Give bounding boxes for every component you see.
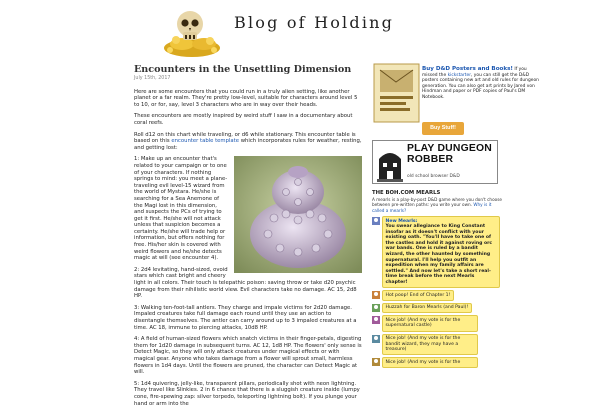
treasure-skull-logo[interactable] xyxy=(162,6,224,58)
intro-3-text-end: which incorporates rules for weather, resting, and getting lost: xyxy=(134,138,362,151)
chat-bubble: Nice job! (And my vote is for the supernatural castle) xyxy=(382,315,478,331)
intro-3-text: Roll d12 on this chart while traveling, or d6 while stationary. This encounter table is based on this xyxy=(134,131,356,145)
chat-bubble: Huzzah for Baron Mearls (and Paul)! xyxy=(382,303,472,314)
chat-bubble-new xyxy=(382,216,500,288)
posters-ad xyxy=(372,64,600,124)
post-content xyxy=(134,64,362,407)
mearls-chat xyxy=(372,216,598,370)
buy-stuff-button[interactable]: Buy Stuff! xyxy=(422,122,464,135)
mearls-heading: THE BOH.COM MEARLS xyxy=(372,190,441,196)
sea-urchin-image xyxy=(234,156,362,273)
intro-paragraph-2: These encounters are mostly inspired by weird stuff I saw in a documentary about coral reefs. xyxy=(134,113,353,126)
posters-ad-heading[interactable]: Buy D&D Posters and Books! xyxy=(422,66,513,72)
chat-item xyxy=(372,290,598,301)
chat-item xyxy=(372,315,598,331)
dungeon-robber-icon xyxy=(375,143,405,183)
encounter-table-link[interactable]: encounter table template xyxy=(171,138,240,145)
intro-paragraph-3 xyxy=(134,132,362,152)
intro-paragraph-1: Here are some encounters that you could run in a truly alien setting, like another planet or a far realm. They're pretty low-level, suitable for characters around level 5 to 10, or for, say, level 3 characters who are in way over their heads. xyxy=(134,88,358,108)
encounter-3: 3: Walking ten-foot-tall antlers. They charge and impale victims for 2d20 damage. Impaled creatures take full damage each round until they use an action to disentangle themselves. The antler can carry around up to 3 impaled creatures at a time. AC 18, immune to piercing attacks, 10d8 HP. xyxy=(134,304,357,331)
chat-avatar-icon xyxy=(372,358,380,366)
encounter-2: 2: 2d4 levitating, hand-sized, ovoid stars which cast bright and cheery light in all colors. Their touch is telepathic poison: saving throw or take d20 psychic damage from their nihilistic world view. Evil characters take no damage. AC 15, 2d8 HP. xyxy=(134,266,357,300)
chat-avatar-icon xyxy=(372,316,380,324)
mearls-desc-text: A mearls is a play-by-post D&D game where you don't choose between pre-written paths: you write your own. xyxy=(372,197,502,208)
encounter-5: 5: 1d4 quivering, jelly-like, transparent pillars, periodically shot with neon lightning. They travel like Slinkies. 2 in 6 chance that there is a sluggish creature inside (lumpy cone, fire-spewing zap: silver torpedo, teleporting lightning bolt). If you plunge your hand or arm into the xyxy=(134,380,360,407)
chat-avatar-icon xyxy=(372,291,380,299)
chat-avatar-icon xyxy=(372,217,380,225)
mearls-why-link[interactable]: Why is it called a mearls? xyxy=(372,202,492,213)
posters-ad-text xyxy=(422,67,540,101)
posters-ad-body-2: , you can still get the D&D posters containing new art and old rules for dungeon generation. You can also get art prints by Jared von Hindman and paper or PDF copies of Paul's DM Notebook. xyxy=(422,72,539,100)
chat-avatar-icon xyxy=(372,335,380,343)
chat-bubble: Hot poop! End of Chapter 1! xyxy=(382,290,454,301)
chat-bubble: Nice job! (And my vote is for the bandit wizard, they may have a treasure) xyxy=(382,334,478,356)
chat-item xyxy=(372,334,598,356)
posters-ad-image[interactable] xyxy=(374,64,419,122)
chat-avatar-icon xyxy=(372,304,380,312)
encounter-1: 1: Make up an encounter that's related to your campaign or to one of your characters. If nothing springs to mind: you meet a plane-traveling evil level-15 wizard from the world of Mystara. He/she is searching for a Sea Anemone of the Magi lost in this dimension, and suspects the PCs of trying to get it first. He/she will not attack unless that suspicion becomes a certainty. He/she will trade help or information, but offers nothing for free. His/her skin is covered with weird flowers and he/she detects magic at will (see encounter 4). xyxy=(134,156,228,262)
pdr-subtitle: old school browser D&D xyxy=(407,174,460,179)
sidebar xyxy=(372,64,600,400)
chat-item xyxy=(372,216,598,288)
post-date: July 15th, 2017 xyxy=(134,76,171,81)
post-title[interactable]: Encounters in the Unsettling Dimension xyxy=(134,64,352,75)
site-header xyxy=(0,0,600,62)
mearls-description xyxy=(372,197,502,213)
encounter-4: 4: A field of human-sized flowers which snatch victims in their finger-petals, digesting them for 1d20 damage in subsequent turns. AC 12, 1d8 HP. The flowers' only sense is Detect Magic, so they will only attack creatures under magical effects or with magical gear. Anyone who takes damage from a flower will sprout small, harmless flowers in 1d4 days. Until the flowers are pruned, the character can Detect Magic at will. xyxy=(134,336,362,376)
site-title[interactable]: Blog of Holding xyxy=(234,13,395,32)
play-dungeon-robber-banner[interactable] xyxy=(372,140,498,184)
kickstarter-link[interactable]: kickstarter xyxy=(447,72,472,78)
new-mearls-label: New Mearls: xyxy=(385,218,418,224)
chat-text: You swear allegiance to King Constant insofar as it doesn't conflict with your existing oath. "You'll have to take one of the castles and hold it against roving orc war bands. One is ruled by a bandit wizard, the other haunted by something supernatural. I'll help you outfit an expedition when my family affairs are settled." And now let's take a short real-time break before the next Mearls chapter! xyxy=(385,224,493,286)
chat-bubble: Nice job! (And my vote is for the xyxy=(382,357,478,368)
chat-item xyxy=(372,303,598,314)
chat-item xyxy=(372,357,598,368)
pdr-title: PLAY DUNGEON ROBBER xyxy=(407,143,492,165)
posters-ad-body-1: If you missed the xyxy=(422,67,527,78)
